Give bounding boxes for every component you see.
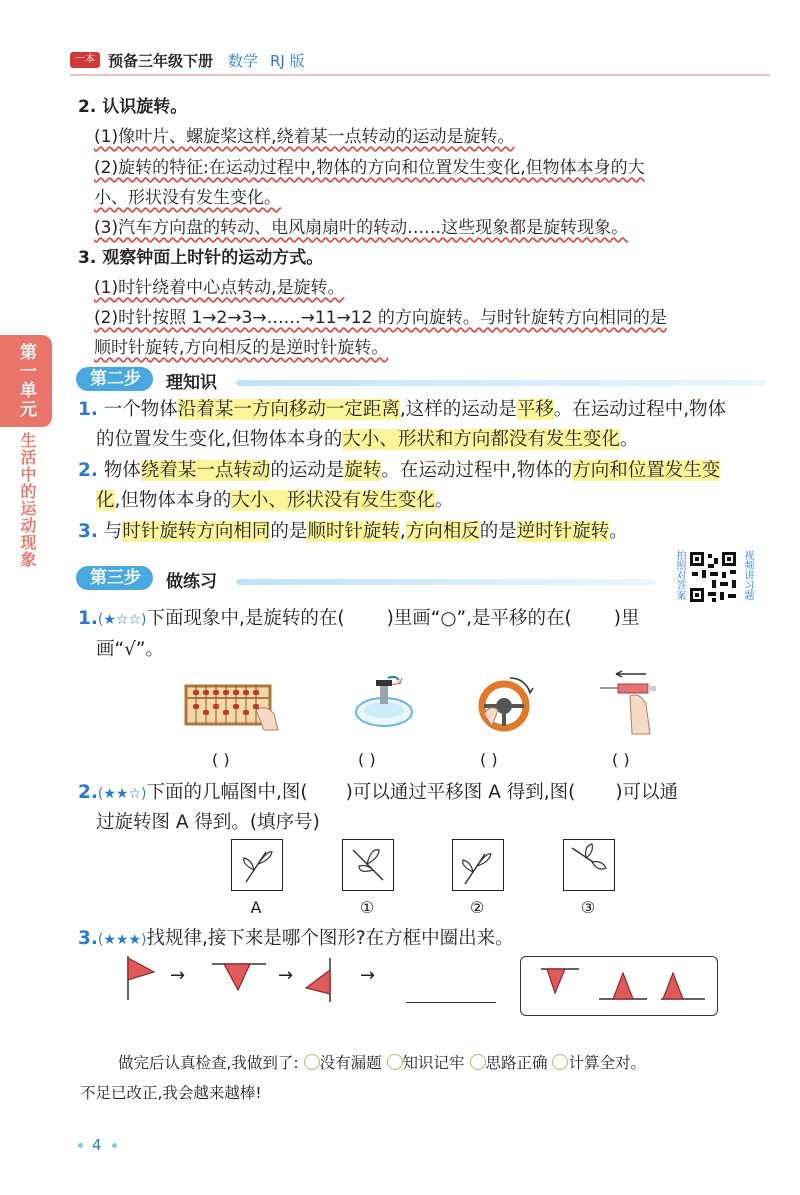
page-number: 4: [92, 1136, 102, 1154]
text: 物体: [103, 460, 141, 481]
question-2: [78, 782, 678, 805]
steering-wheel-illustration: [474, 672, 538, 734]
subject-label: 数学: [228, 52, 259, 70]
unit-tab: [0, 335, 52, 427]
paragraph: [94, 217, 628, 239]
figure-3-box: [563, 839, 615, 891]
section-heading-clock: 3. 观察钟面上时针的运动方式。: [78, 248, 324, 268]
knowledge-item: [78, 399, 726, 421]
arrow-icon: →: [170, 965, 186, 986]
question-1: [78, 608, 639, 631]
highlight: 绕着某一点转动: [140, 460, 271, 481]
answer-paren-4[interactable]: ( ): [612, 750, 630, 769]
highlight: 平移: [516, 399, 554, 420]
answer-paren-3[interactable]: ( ): [480, 750, 498, 769]
topic-tab: [0, 432, 52, 582]
check-item: 没有漏题: [319, 1054, 382, 1072]
paragraph-text: (2)旋转的特征:在运动过程中,物体的方向和位置发生变化,但物体本身的大: [94, 158, 645, 178]
brand-badge: 一本: [70, 52, 100, 68]
decor-dot: [78, 1143, 83, 1148]
step-badge: 第二步: [76, 367, 153, 391]
check-circle-icon[interactable]: [470, 1054, 486, 1070]
figure-a-box: [231, 839, 283, 891]
text: )里: [613, 608, 640, 629]
question-1-cont: 画“√”。: [96, 639, 164, 660]
paragraph-text: 小、形状没有发生变化。: [94, 188, 281, 208]
text: 一个物体: [103, 399, 178, 420]
question-number: 2.: [78, 782, 98, 803]
step-divider: [236, 579, 656, 585]
text: )里画“○”,是平移的在(: [386, 608, 572, 629]
step-title: 做练习: [166, 572, 217, 592]
text: 下面现象中,是旋转的在(: [146, 608, 345, 629]
figure-label: ②: [469, 898, 485, 917]
highlight: 方向和位置发生变: [572, 460, 721, 481]
difficulty-stars: (★★☆): [97, 786, 147, 802]
text: 找规律,接下来是哪个图形?在方框中圈出来。: [146, 928, 514, 949]
text: 。在运动过程中,物体: [553, 399, 727, 420]
section-heading-rotation: 2. 认识旋转。: [78, 97, 188, 117]
check-circle-icon[interactable]: [304, 1054, 320, 1070]
choice-shape-1: [541, 969, 579, 993]
figure-2-box: [452, 839, 504, 891]
question-3: [78, 928, 514, 951]
text: )可以通过平移图 A 得到,图(: [345, 782, 576, 803]
highlight: 方向相反: [405, 521, 480, 542]
qr-caption-right: 视频讲习题: [742, 550, 753, 600]
faucet-basin-illustration: [352, 672, 416, 736]
highlight: 沿着某一方向移动一定距离: [177, 399, 400, 420]
check-circle-icon[interactable]: [552, 1054, 568, 1070]
step-divider: [236, 380, 766, 386]
text: 的是: [479, 521, 517, 542]
figure-label: A: [250, 898, 262, 917]
paragraph: [94, 187, 281, 209]
step-title: 理知识: [166, 373, 217, 393]
knowledge-item: [96, 429, 638, 451]
abacus-illustration: [184, 680, 280, 732]
check-circle-icon[interactable]: [387, 1054, 403, 1070]
choice-frame[interactable]: [520, 956, 718, 1016]
question-2-cont: 过旋转图 A 得到。(填序号): [96, 812, 320, 833]
choice-shape-2: [599, 973, 647, 999]
arrow-icon: →: [360, 965, 376, 986]
paragraph: [94, 157, 645, 179]
text: 。: [434, 490, 454, 511]
check-item: 知识记牢: [402, 1054, 465, 1072]
flag-shape-1: [122, 952, 162, 1002]
text: 的位置发生变化,但物体本身的: [96, 429, 343, 450]
figure-1-box: [342, 839, 394, 891]
text: )可以通: [615, 782, 679, 803]
item-number: 1.: [78, 399, 98, 420]
paragraph-text: (1)像叶片、螺旋桨这样,绕着某一点转动的运动是旋转。: [94, 127, 515, 147]
highlight: 时针旋转方向相同: [122, 521, 271, 542]
figure-label: ①: [359, 898, 375, 917]
header-divider: [70, 74, 770, 76]
knowledge-item: [78, 521, 628, 543]
paragraph-text: (1)时针绕着中心点转动,是旋转。: [94, 278, 345, 298]
highlight: 逆时针旋转: [516, 521, 610, 542]
edition-label: RJ 版: [270, 52, 305, 70]
paragraph: [94, 307, 667, 329]
highlight: 大小、形状和方向都没有发生变化: [342, 429, 620, 450]
text: 做完后认真检查,我做到了:: [118, 1054, 299, 1072]
text: 的运动是: [270, 460, 345, 481]
text: 的是: [270, 521, 308, 542]
item-number: 2.: [78, 460, 98, 481]
choice-shape-3: [661, 973, 705, 999]
difficulty-stars: (★☆☆): [97, 612, 147, 628]
self-check-line-2: 不足已改正,我会越来越棒!: [80, 1084, 262, 1102]
topic-tab-label: 生活中的运动现象: [18, 432, 37, 568]
text: ,但物体本身的: [114, 490, 232, 511]
paragraph-text: (2)时针按照 1→2→3→……→11→12 的方向旋转。与时针旋转方向相同的是: [94, 308, 667, 328]
highlight: 大小、形状没有发生变化: [231, 490, 435, 511]
answer-blank-line[interactable]: [406, 1002, 496, 1003]
answer-paren-2[interactable]: ( ): [358, 750, 376, 769]
text: ,: [399, 521, 406, 542]
highlight: 化: [96, 490, 115, 511]
question-number: 1.: [78, 608, 98, 629]
arrow-icon: →: [278, 965, 294, 986]
text: 。: [609, 521, 628, 542]
step-badge: 第三步: [76, 566, 153, 590]
answer-paren-1[interactable]: ( ): [212, 750, 230, 769]
paragraph: [94, 277, 344, 299]
flag-shape-2: [210, 958, 268, 998]
self-check-line: [118, 1052, 646, 1074]
paragraph-text: 顺时针旋转,方向相反的是逆时针旋转。: [94, 338, 389, 358]
knowledge-item: [78, 460, 720, 482]
highlight: 旋转: [344, 460, 382, 481]
text: 与: [103, 521, 123, 542]
paragraph-text: (3)汽车方向盘的转动、电风扇扇叶的转动……这些现象都是旋转现象。: [94, 218, 629, 238]
qr-caption-left: 拍照对答案: [674, 550, 685, 600]
paragraph: [94, 337, 388, 359]
item-number: 3.: [78, 521, 98, 542]
text: ,这样的运动是: [399, 399, 517, 420]
unit-tab-label: 第一单元: [16, 343, 36, 419]
flag-shape-3: [300, 956, 340, 1004]
knowledge-item: [96, 490, 453, 512]
difficulty-stars: (★★★): [97, 932, 147, 948]
qr-code-icon[interactable]: [688, 550, 738, 604]
text: 。: [619, 429, 639, 450]
text: 下面的几幅图中,图(: [146, 782, 308, 803]
syringe-illustration: [596, 668, 660, 740]
figure-label: ③: [580, 898, 596, 917]
highlight: 顺时针旋转: [307, 521, 400, 542]
text: 。在运动过程中,物体的: [381, 460, 573, 481]
paragraph: [94, 126, 514, 148]
check-item: 思路正确: [485, 1054, 548, 1072]
decor-dot: [112, 1143, 117, 1148]
question-number: 3.: [78, 928, 98, 949]
check-item: 计算全对。: [568, 1054, 646, 1072]
book-title: 预备三年级下册: [108, 52, 214, 70]
